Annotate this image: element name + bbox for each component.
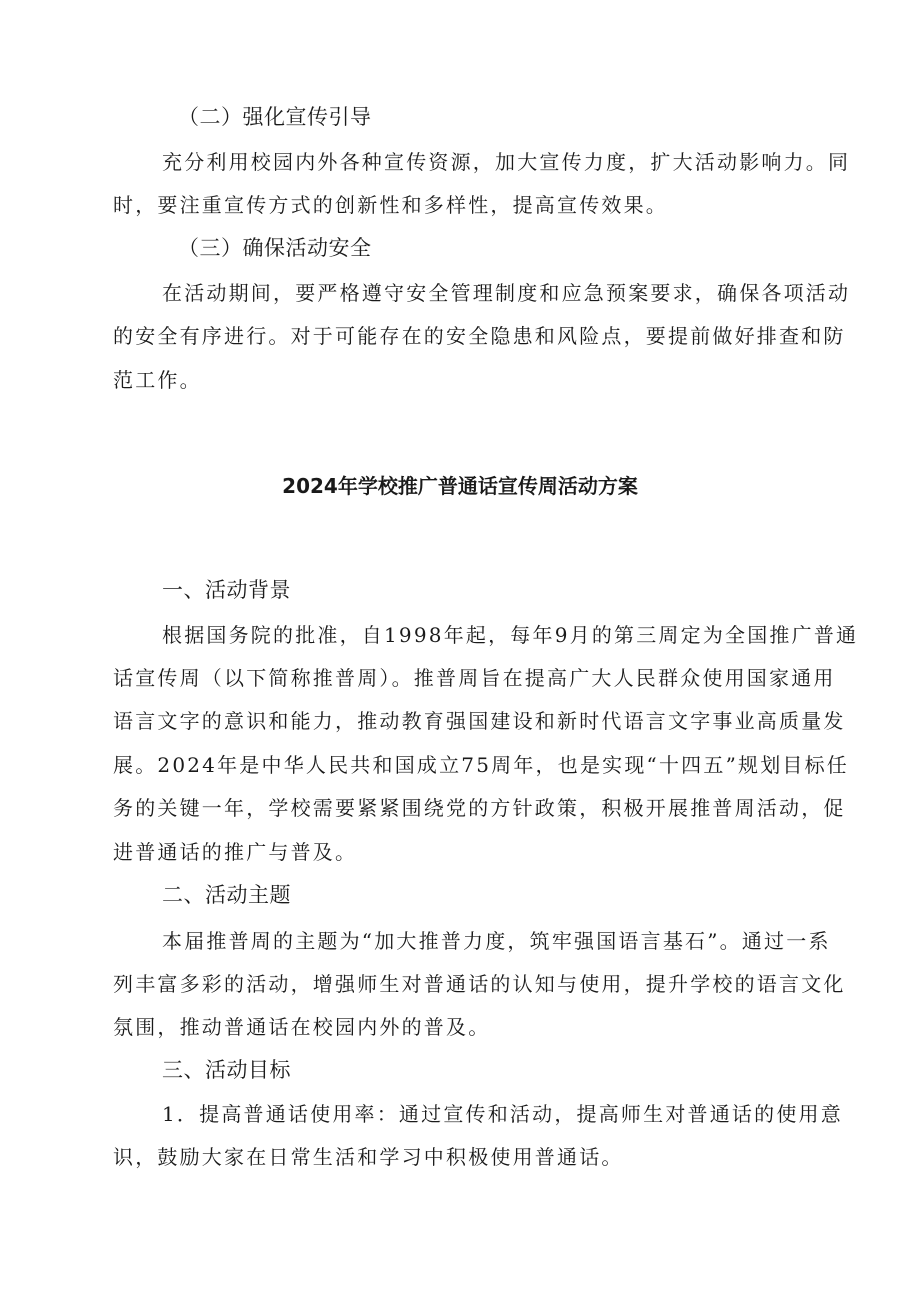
- document-title: 2024年学校推广普通话宣传周活动方案: [282, 474, 638, 498]
- paragraph-line: 语言文字的意识和能力，推动教育强国建设和新时代语言文字事业高质量发: [113, 709, 846, 733]
- paragraph-line: 展。2024年是中华人民共和国成立75周年，也是实现“十四五”规划目标任: [113, 753, 849, 777]
- subsection-heading-safety: （三）确保活动安全: [178, 236, 372, 260]
- paragraph-line: 话宣传周（以下简称推普周）。推普周旨在提高广大人民群众使用国家通用: [113, 666, 836, 690]
- paragraph-line: 充分利用校园内外各种宣传资源，加大宣传力度，扩大活动影响力。同: [162, 150, 851, 174]
- section-heading-background: 一、活动背景: [162, 578, 291, 602]
- section-heading-theme: 二、活动主题: [162, 883, 291, 907]
- paragraph-line: 务的关键一年，学校需要紧紧围绕党的方针政策，积极开展推普周活动，促: [113, 796, 846, 820]
- paragraph-line: 进普通话的推广与普及。: [113, 840, 358, 864]
- paragraph-line: 在活动期间，要严格遵守安全管理制度和应急预案要求，确保各项活动: [162, 281, 851, 305]
- paragraph-line: 本届推普周的主题为“加大推普力度，筑牢强国语言基石”。通过一系: [162, 929, 831, 953]
- paragraph-line: 氛围，推动普通话在校园内外的普及。: [113, 1015, 491, 1039]
- paragraph-line: 范工作。: [113, 368, 202, 392]
- subsection-heading-publicity: （二）强化宣传引导: [178, 105, 372, 129]
- paragraph-line: 1．提高普通话使用率：通过宣传和活动，提高师生对普通话的使用意: [162, 1102, 843, 1126]
- paragraph-line: 的安全有序进行。对于可能存在的安全隐患和风险点，要提前做好排查和防: [113, 324, 846, 348]
- paragraph-line: 识，鼓励大家在日常生活和学习中积极使用普通话。: [113, 1145, 624, 1169]
- paragraph-line: 列丰富多彩的活动，增强师生对普通话的认知与使用，提升学校的语言文化: [113, 972, 846, 996]
- paragraph-line: 根据国务院的批准，自1998年起，每年9月的第三周定为全国推广普通: [162, 623, 859, 647]
- paragraph-line: 时，要注重宣传方式的创新性和多样性，提高宣传效果。: [113, 193, 668, 217]
- section-heading-goals: 三、活动目标: [162, 1058, 291, 1082]
